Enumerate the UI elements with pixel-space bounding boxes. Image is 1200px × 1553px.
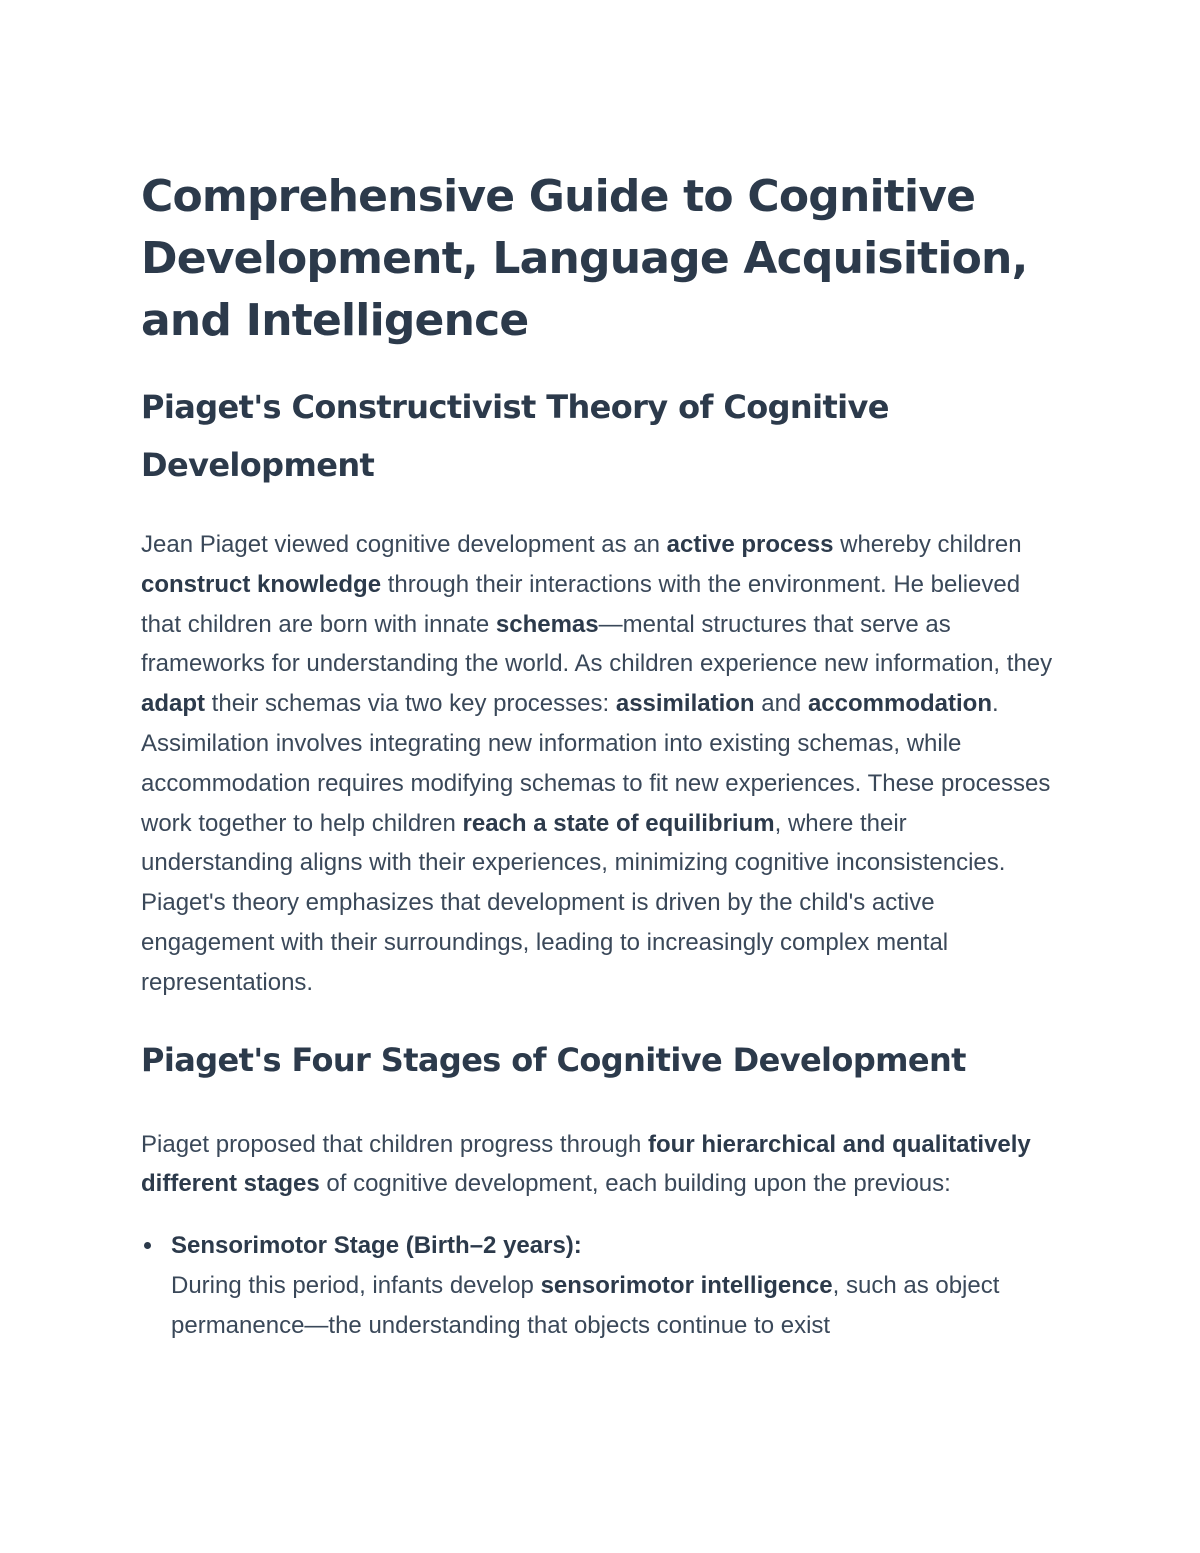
paragraph-text: —mental structures that serve as frameworks for understanding the world. As children experience new information, they [141,610,1053,678]
stage-text: During this period, infants develop [171,1271,541,1299]
bold-term: accommodation [807,690,992,718]
bold-term: schemas [495,610,599,638]
stages-list [141,1226,1061,1345]
document-page [141,166,1061,1346]
bold-term: sensorimotor intelligence [540,1271,833,1299]
paragraph-text: their schemas via two key processes: [205,690,616,718]
paragraph-text: of cognitive development, each building upon the previous: [319,1170,951,1198]
stage-text: , such as object permanence—the understanding that objects continue to exist [171,1271,1000,1339]
paragraph-four-stages [141,1125,1061,1205]
section-heading-constructivist-theory: Piaget's Constructivist Theory of Cognitive Development [141,388,889,484]
paragraph-text: Piaget proposed that children progress through [141,1130,648,1158]
bold-term: four hierarchical and qualitatively different stages [141,1130,1031,1198]
list-item-sensorimotor-stage [141,1226,1061,1345]
stage-label: Sensorimotor Stage (Birth–2 years): [171,1232,582,1260]
paragraph-text: whereby children [833,531,1022,558]
bullet-icon [144,1242,151,1249]
paragraph-text: , where their understanding aligns with their experiences, minimizing cognitive inconsistencies. Piaget's theory emphasizes that development is driven by the child's active engagement with their surroundings, leading to increasingly complex mental representations. [141,809,1006,996]
bold-term: reach a state of equilibrium [462,809,775,837]
paragraph-constructivist-theory [141,525,1061,1003]
bold-term: adapt [141,690,206,718]
paragraph-text: through their interactions with the environment. He believed that children are born with innate [141,570,1021,638]
paragraph-text: . Assimilation involves integrating new information into existing schemas, while accommodation requires modifying schemas to fit new experiences. These processes work together to help children [141,690,1051,837]
paragraph-text: Jean Piaget viewed cognitive development as an [141,531,667,558]
paragraph-text: and [754,690,808,718]
section-heading-four-stages: Piaget's Four Stages of Cognitive Development [141,1040,966,1079]
bold-term: construct knowledge [141,570,382,598]
bold-term: active process [666,531,834,558]
bold-term: assimilation [615,690,755,718]
document-title: Comprehensive Guide to Cognitive Development, Language Acquisition, and Intelligence [141,171,1028,346]
